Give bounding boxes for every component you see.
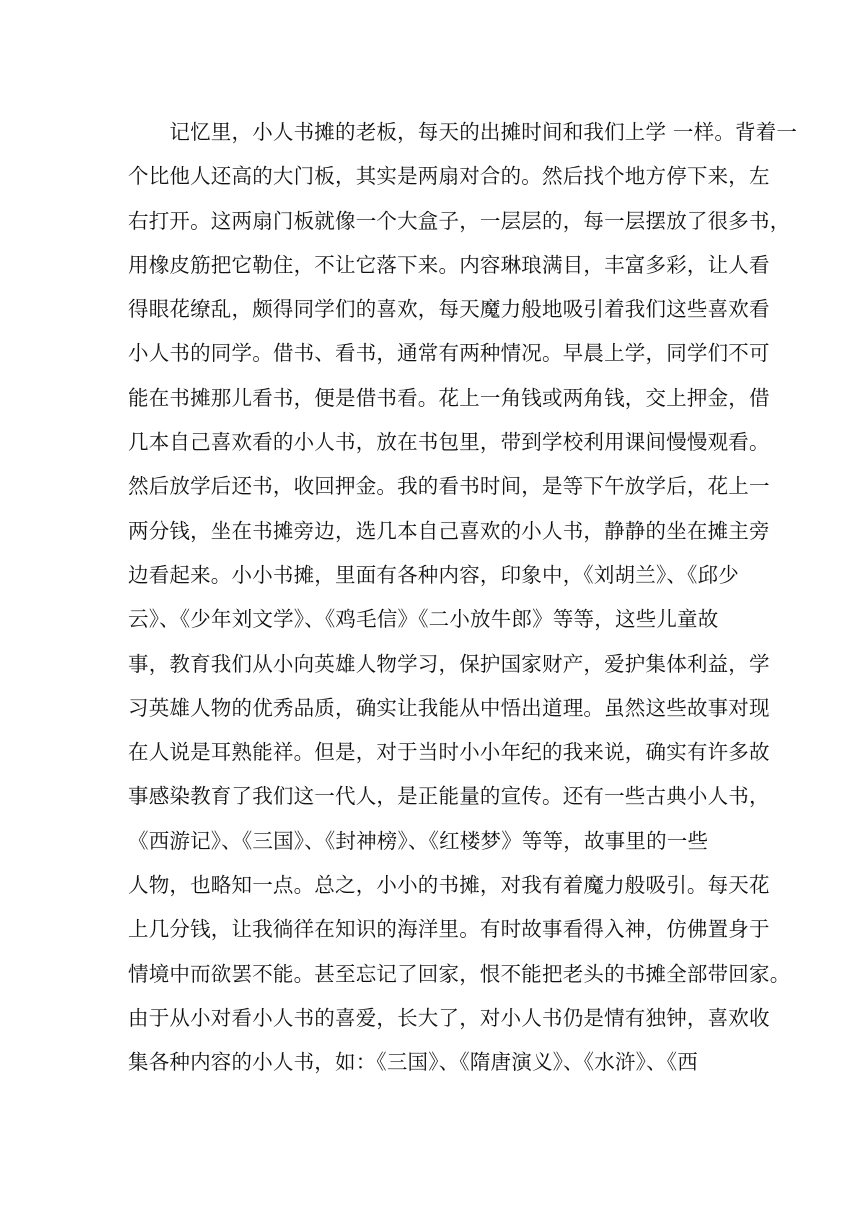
text-line-11: 边看起来。小小书摊，里面有各种内容，印象中，《刘胡兰》、《邱少 bbox=[128, 562, 739, 587]
text-line-9: 然后放学后还书，收回押金。我的看书时间，是等下午放学后，花上一 bbox=[128, 474, 770, 499]
text-line-4: 用橡皮筋把它勒住，不让它落下来。内容琳琅满目，丰富多彩，让人看 bbox=[128, 252, 770, 277]
text-line-2: 个比他人还高的大门板，其实是两扇对合的。然后找个地方停下来，左 bbox=[128, 164, 770, 189]
text-line-13: 事，教育我们从小向英雄人物学习，保护国家财产，爱护集体利益，学 bbox=[128, 651, 770, 676]
text-line-20: 情境中而欲罢不能。甚至忘记了回家，恨不能把老头的书摊全部带回家。 bbox=[128, 961, 791, 986]
text-line-10: 两分钱，坐在书摊旁边，选几本自己喜欢的小人书，静静的坐在摊主旁 bbox=[128, 518, 770, 543]
text-line-5: 得眼花缭乱，颇得同学们的喜欢，每天魔力般地吸引着我们这些喜欢看 bbox=[128, 297, 770, 322]
text-line-19: 上几分钱，让我徜徉在知识的海洋里。有时故事看得入神，仿佛置身于 bbox=[128, 917, 770, 942]
text-line-8: 几本自己喜欢看的小人书，放在书包里，带到学校利用课间慢慢观看。 bbox=[128, 430, 770, 455]
text-line-1: 记忆里，小人书摊的老板，每天的出摊时间和我们上学 一样。背着一 bbox=[128, 120, 798, 144]
text-line-21: 由于从小对看小人书的喜爱，长大了，对小人书仍是情有独钟，喜欢收 bbox=[128, 1005, 770, 1030]
text-line-22: 集各种内容的小人书，如：《三国》、《隋唐演义》、《水浒》、《西 bbox=[128, 1050, 698, 1075]
text-line-6: 小人书的同学。借书、看书，通常有两种情况。早晨上学，同学们不可 bbox=[128, 341, 770, 366]
text-line-3: 右打开。这两扇门板就像一个大盒子，一层层的，每一层摆放了很多书， bbox=[128, 208, 791, 233]
text-line-17: 《西游记》、《三国》、《封神榜》、《红楼梦》等等，故事里的一些 bbox=[128, 828, 709, 853]
text-line-15: 在人说是耳熟能祥。但是，对于当时小小年纪的我来说，确实有许多故 bbox=[128, 740, 770, 765]
text-line-7: 能在书摊那儿看书，便是借书看。花上一角钱或两角钱，交上押金，借 bbox=[128, 385, 770, 410]
document-body bbox=[128, 110, 798, 1085]
text-line-16: 事感染教育了我们这一代人，是正能量的宣传。还有一些古典小人书， bbox=[128, 784, 770, 809]
text-line-14: 习英雄人物的优秀品质，确实让我能从中悟出道理。虽然这些故事对现 bbox=[128, 695, 770, 720]
text-line-18: 人物，也略知一点。总之，小小的书摊，对我有着魔力般吸引。每天花 bbox=[128, 873, 770, 898]
text-line-12: 云》、《少年刘文学》、《鸡毛信》《二小放牛郎》等等，这些儿童故 bbox=[128, 607, 719, 632]
